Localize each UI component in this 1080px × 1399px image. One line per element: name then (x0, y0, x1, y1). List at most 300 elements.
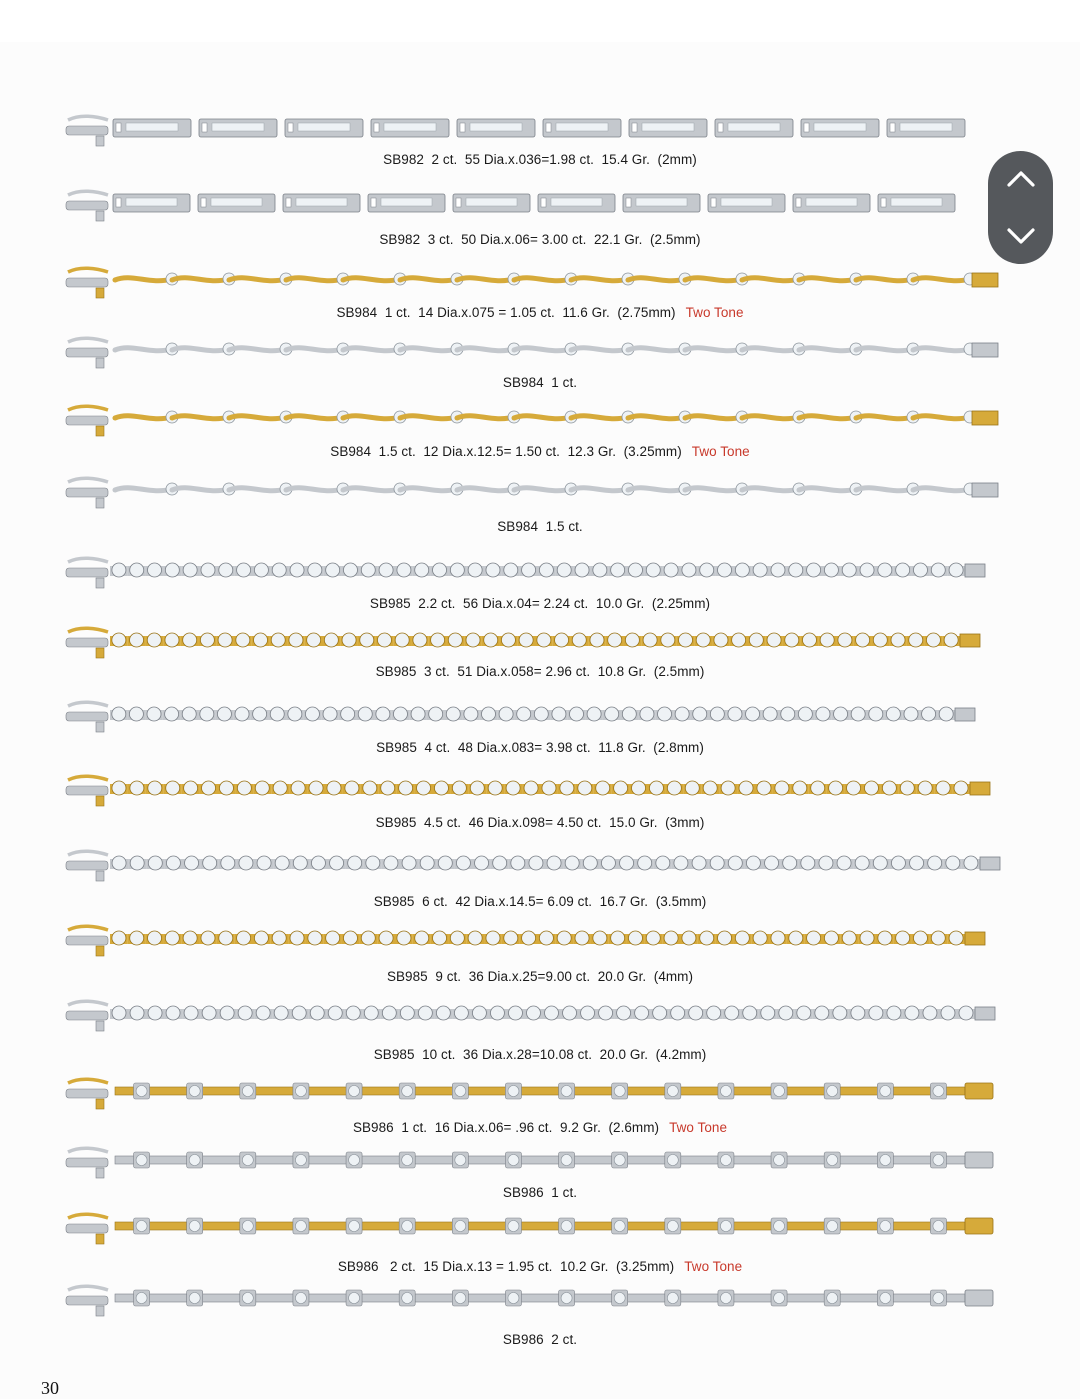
diamond (905, 1006, 919, 1020)
diamond (931, 931, 945, 945)
diamond (775, 781, 789, 795)
product-caption (0, 1185, 1080, 1200)
wave-link (856, 488, 913, 491)
diamond (735, 931, 749, 945)
diamond (851, 1006, 865, 1020)
diamond (112, 1006, 126, 1020)
scroll-control (988, 151, 1053, 264)
diamond (136, 1221, 147, 1232)
channel-link (368, 194, 445, 212)
diamond (203, 856, 217, 870)
diamond (508, 1155, 519, 1166)
diamond (508, 1086, 519, 1097)
diamond (880, 1293, 891, 1304)
diamond (508, 1006, 522, 1020)
diamond (798, 707, 812, 721)
diamond (656, 856, 670, 870)
diamond (640, 707, 654, 721)
diamond (842, 563, 856, 577)
diamond (928, 856, 942, 870)
diamond (402, 1293, 413, 1304)
diamond (501, 633, 515, 647)
diamond (220, 1006, 234, 1020)
wave-link (457, 488, 514, 491)
diamond (166, 781, 180, 795)
diamond (189, 1293, 200, 1304)
diamond (679, 633, 693, 647)
diamond (560, 781, 574, 795)
diamond (913, 931, 927, 945)
wave-link (172, 278, 229, 281)
diamond (783, 856, 797, 870)
product-caption (0, 1259, 1080, 1274)
diamond (675, 707, 689, 721)
diamond (896, 563, 910, 577)
channel-link (371, 119, 449, 137)
diamond (295, 1155, 306, 1166)
diamond (183, 563, 197, 577)
diamond (136, 1155, 147, 1166)
diamond (358, 707, 372, 721)
box-clasp (965, 1218, 993, 1234)
diamond (689, 1006, 703, 1020)
clasp (66, 116, 108, 146)
diamond (714, 633, 728, 647)
diamond (578, 781, 592, 795)
diamond (290, 563, 304, 577)
product-caption (0, 232, 1080, 247)
diamond (933, 1221, 944, 1232)
bracelet-drawing (60, 995, 1010, 1031)
wave-link (685, 278, 742, 281)
bracelet-drawing (60, 332, 1010, 368)
diamond (130, 1006, 144, 1020)
diamond (941, 1006, 955, 1020)
diamond (743, 1006, 757, 1020)
wave-link (343, 278, 400, 281)
wave-link (742, 488, 799, 491)
bracelet-image (60, 332, 1010, 368)
diamond (933, 1293, 944, 1304)
wave-link (742, 348, 799, 351)
box-clasp (972, 483, 998, 497)
diamond (415, 931, 429, 945)
diamond (739, 781, 753, 795)
channel-link (629, 119, 707, 137)
channel-link (878, 194, 955, 212)
box-clasp (965, 1152, 993, 1168)
bracelet-image (60, 262, 1010, 298)
diamond (434, 781, 448, 795)
two-tone-label: Two Tone (669, 1120, 728, 1135)
diamond (820, 633, 834, 647)
diamond (242, 1221, 253, 1232)
diamond (308, 563, 322, 577)
diamond (219, 931, 233, 945)
box-clasp (965, 1083, 993, 1099)
diamond (827, 1293, 838, 1304)
bracelet-drawing (60, 1280, 1010, 1316)
wave-link (115, 278, 172, 281)
diamond (765, 856, 779, 870)
channel-link (708, 194, 785, 212)
diamond (288, 707, 302, 721)
diamond (693, 707, 707, 721)
bracelet-drawing (60, 845, 1010, 881)
bracelet-drawing (60, 185, 1010, 221)
bracelet-image (60, 400, 1010, 436)
diamond (700, 931, 714, 945)
diamond (254, 931, 268, 945)
diamond (360, 633, 374, 647)
diamond (816, 707, 830, 721)
box-clasp (965, 564, 985, 577)
diamond (235, 707, 249, 721)
diamond (508, 1293, 519, 1304)
caption-text: SB986 1 ct. 16 Dia.x.06= .96 ct. 9.2 Gr. (2.6mm) (352, 1120, 660, 1135)
diamond (481, 707, 495, 721)
diamond (148, 563, 162, 577)
diamond (343, 563, 357, 577)
diamond (242, 1086, 253, 1097)
diamond (324, 633, 338, 647)
wave-link (742, 416, 799, 419)
diamond (309, 781, 323, 795)
diamond (614, 1155, 625, 1166)
diamond (470, 781, 484, 795)
diamond (147, 707, 161, 721)
bracelet-image (60, 185, 1010, 221)
diamond (869, 707, 883, 721)
diamond (237, 781, 251, 795)
diamond (345, 781, 359, 795)
diamond (807, 563, 821, 577)
diamond (189, 1086, 200, 1097)
diamond (295, 1221, 306, 1232)
diamond (643, 633, 657, 647)
diamond (834, 707, 848, 721)
caption-text: SB984 1.5 ct. (497, 519, 583, 534)
diamond (202, 1006, 216, 1020)
wave-link (571, 416, 628, 419)
wave-link (229, 488, 286, 491)
diamond (475, 856, 489, 870)
bracelet-image (60, 770, 1010, 806)
product-caption (0, 596, 1080, 611)
diamond (455, 1293, 466, 1304)
clasp (66, 478, 108, 508)
diamond (504, 563, 518, 577)
caption-text: SB984 1.5 ct. 12 Dia.x.12.5= 1.50 ct. 12.3 Gr. (3.25mm) (330, 444, 682, 459)
diamond (165, 563, 179, 577)
diamond (575, 931, 589, 945)
diamond (289, 633, 303, 647)
channel-link (793, 194, 870, 212)
diamond (402, 856, 416, 870)
product-caption (0, 375, 1080, 390)
diamond (346, 1006, 360, 1020)
diamond (455, 1155, 466, 1166)
product-caption (0, 152, 1080, 167)
bracelet-image (60, 472, 1010, 508)
diamond (880, 1086, 891, 1097)
wave-link (286, 416, 343, 419)
diamond (429, 707, 443, 721)
diamond (431, 633, 445, 647)
diamond (703, 781, 717, 795)
diamond (581, 1006, 595, 1020)
diamond (939, 707, 953, 721)
chevron-up-icon (1006, 170, 1036, 188)
diamond (944, 633, 958, 647)
wave-link (685, 416, 742, 419)
bracelet-drawing (60, 400, 1010, 436)
diamond (272, 563, 286, 577)
diamond (534, 707, 548, 721)
diamond (310, 1006, 324, 1020)
diamond (922, 707, 936, 721)
diamond (542, 781, 556, 795)
diamond (781, 707, 795, 721)
diamond (456, 856, 470, 870)
diamond (561, 1155, 572, 1166)
diamond (611, 931, 625, 945)
diamond (366, 856, 380, 870)
diamond (646, 563, 660, 577)
wave-link (685, 488, 742, 491)
caption-text: SB985 6 ct. 42 Dia.x.14.5= 6.09 ct. 16.7 Gr. (3.5mm) (373, 894, 707, 909)
diamond (936, 781, 950, 795)
diamond (393, 707, 407, 721)
wave-link (286, 348, 343, 351)
wave-link (856, 278, 913, 281)
diamond (379, 563, 393, 577)
diamond (418, 1006, 432, 1020)
diamond (218, 633, 232, 647)
diamond (954, 781, 968, 795)
diamond (273, 781, 287, 795)
diamond (323, 707, 337, 721)
diamond (136, 1293, 147, 1304)
channel-link (801, 119, 879, 137)
diamond (349, 1155, 360, 1166)
bracelet-image (60, 995, 1010, 1031)
diamond (880, 1221, 891, 1232)
diamond (290, 931, 304, 945)
diamond (189, 1155, 200, 1166)
diamond (242, 1155, 253, 1166)
diamond (308, 931, 322, 945)
wave-link (115, 488, 172, 491)
bracelet-drawing (60, 472, 1010, 508)
bracelet-drawing (60, 920, 1010, 956)
diamond (112, 931, 126, 945)
diamond (638, 856, 652, 870)
box-clasp (970, 782, 990, 795)
diamond (361, 931, 375, 945)
chevron-down-icon (1006, 227, 1036, 245)
diamond (311, 856, 325, 870)
diamond (341, 707, 355, 721)
clasp (66, 1286, 108, 1316)
bracelet-image (60, 622, 1010, 658)
scroll-up-button[interactable] (988, 151, 1053, 207)
diamond (959, 1006, 973, 1020)
diamond (878, 563, 892, 577)
diamond (472, 1006, 486, 1020)
wave-link (343, 348, 400, 351)
diamond (130, 931, 144, 945)
diamond (129, 707, 143, 721)
diamond (411, 707, 425, 721)
wave-link (913, 348, 970, 351)
bracelet-drawing (60, 110, 1010, 146)
diamond (593, 931, 607, 945)
wave-link (913, 488, 970, 491)
diamond (488, 781, 502, 795)
diamond (112, 633, 126, 647)
diamond (692, 856, 706, 870)
product-caption (0, 664, 1080, 679)
diamond (735, 563, 749, 577)
diamond (508, 1221, 519, 1232)
diamond (342, 633, 356, 647)
product-caption (0, 969, 1080, 984)
diamond (774, 1293, 785, 1304)
wave-link (571, 278, 628, 281)
diamond (837, 856, 851, 870)
wave-link (628, 278, 685, 281)
bracelet-drawing (60, 696, 1010, 732)
diamond (614, 1221, 625, 1232)
diamond (608, 633, 622, 647)
caption-text: SB985 3 ct. 51 Dia.x.058= 2.96 ct. 10.8 Gr. (2.5mm) (375, 664, 705, 679)
diamond (361, 563, 375, 577)
diamond (450, 563, 464, 577)
diamond (201, 931, 215, 945)
diamond (417, 781, 431, 795)
diamond (860, 563, 874, 577)
two-tone-label: Two Tone (684, 1259, 743, 1274)
diamond (348, 856, 362, 870)
caption-text: SB985 2.2 ct. 56 Dia.x.04= 2.24 ct. 10.0 Gr. (2.25mm) (369, 596, 711, 611)
diamond (270, 707, 284, 721)
diamond (620, 856, 634, 870)
diamond (450, 931, 464, 945)
diamond (184, 781, 198, 795)
diamond (827, 1155, 838, 1166)
diamond (547, 856, 561, 870)
diamond (878, 931, 892, 945)
product-caption (0, 519, 1080, 534)
bracelet-drawing (60, 622, 1010, 658)
diamond (614, 1293, 625, 1304)
diamond (499, 707, 513, 721)
bracelet-image (60, 920, 1010, 956)
diamond (293, 856, 307, 870)
diamond (757, 781, 771, 795)
clasp (66, 268, 108, 298)
box-clasp (965, 1290, 993, 1306)
product-caption (0, 444, 1080, 459)
diamond (771, 563, 785, 577)
diamond (561, 1221, 572, 1232)
diamond (484, 633, 498, 647)
diamond (628, 563, 642, 577)
box-clasp (972, 343, 998, 357)
scroll-down-button[interactable] (988, 208, 1053, 264)
diamond (829, 781, 843, 795)
caption-text: SB985 4 ct. 48 Dia.x.083= 3.98 ct. 11.8 Gr. (2.8mm) (376, 740, 704, 755)
clasp (66, 1001, 108, 1031)
diamond (575, 563, 589, 577)
product-caption (0, 894, 1080, 909)
diamond (130, 781, 144, 795)
wave-link (286, 488, 343, 491)
clasp (66, 851, 108, 881)
product-caption (0, 1120, 1080, 1135)
diamond (182, 707, 196, 721)
diamond (257, 856, 271, 870)
box-clasp (965, 932, 985, 945)
diamond (753, 563, 767, 577)
wave-link (799, 488, 856, 491)
diamond (486, 931, 500, 945)
diamond (891, 633, 905, 647)
diamond (399, 781, 413, 795)
diamond (291, 781, 305, 795)
diamond (949, 563, 963, 577)
diamond (667, 1221, 678, 1232)
diamond (667, 1293, 678, 1304)
diamond (130, 633, 144, 647)
diamond (539, 563, 553, 577)
diamond (767, 633, 781, 647)
diamond (330, 856, 344, 870)
diamond (545, 1006, 559, 1020)
diamond (964, 856, 978, 870)
product-caption (0, 1047, 1080, 1062)
channel-link (283, 194, 360, 212)
wave-link (856, 348, 913, 351)
diamond (749, 633, 763, 647)
diamond (506, 781, 520, 795)
diamond (807, 931, 821, 945)
wave-link (685, 348, 742, 351)
product-caption (0, 305, 1080, 320)
caption-text: SB982 2 ct. 55 Dia.x.036=1.98 ct. 15.4 Gr. (2mm) (383, 152, 697, 167)
diamond (274, 1006, 288, 1020)
bracelet-image (60, 552, 1010, 588)
diamond (292, 1006, 306, 1020)
diamond (720, 1221, 731, 1232)
diamond (728, 856, 742, 870)
wave-link (343, 416, 400, 419)
diamond (789, 563, 803, 577)
diamond (933, 1155, 944, 1166)
diamond (565, 856, 579, 870)
diamond (838, 633, 852, 647)
box-clasp (975, 1007, 995, 1020)
diamond (653, 1006, 667, 1020)
diamond (400, 1006, 414, 1020)
wave-link (913, 278, 970, 281)
diamond (397, 563, 411, 577)
wave-link (514, 278, 571, 281)
wave-link (856, 416, 913, 419)
wave-link (172, 488, 229, 491)
diamond (824, 563, 838, 577)
